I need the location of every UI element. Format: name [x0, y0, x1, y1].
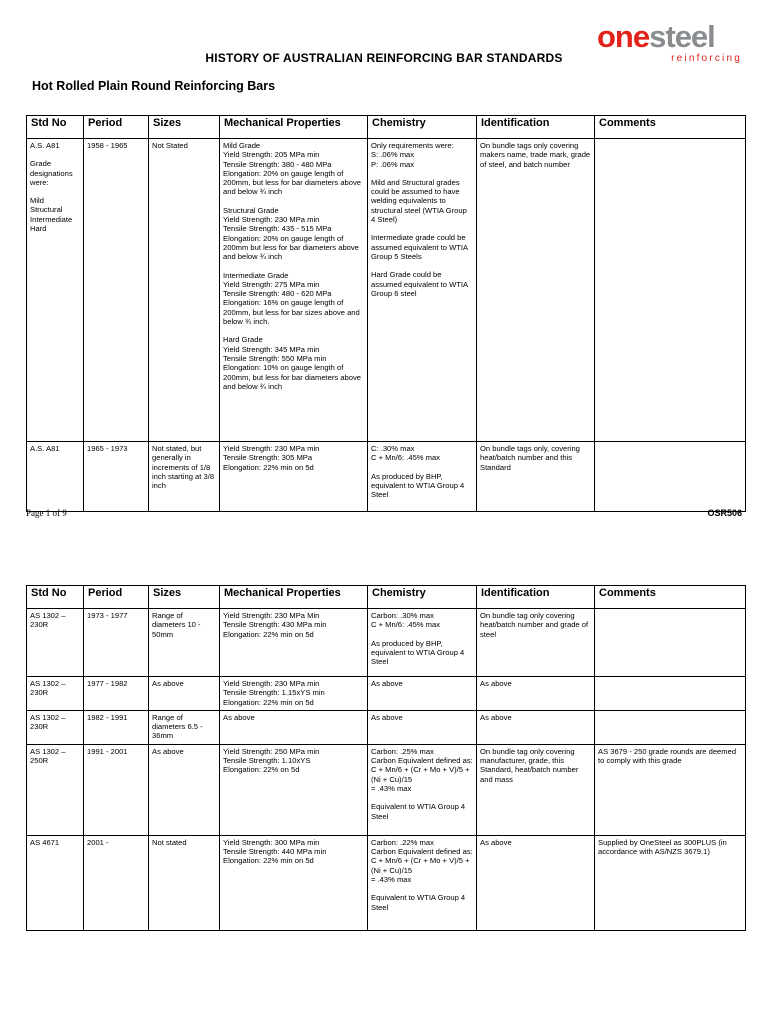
cell-text: Tensile Strength: 435 - 515 MPa: [223, 224, 332, 234]
cell-text: = .43% max: [371, 783, 412, 793]
cell-text: [598, 713, 742, 722]
column-header-mechanical-properties: Mechanical Properties: [220, 586, 368, 609]
cell-text: [598, 444, 742, 453]
cell-period: [84, 609, 149, 677]
cell-text: Tensile Strength: 440 MPa min: [223, 847, 327, 857]
cell-text: C + Mn/6: .45% max: [371, 620, 441, 630]
cell-text: Tensile Strength: 430 MPa min: [223, 620, 327, 630]
cell-period: [84, 677, 149, 711]
cell-text: 2001 -: [87, 837, 109, 847]
cell-identification: [477, 677, 595, 711]
cell-comments: [595, 442, 746, 512]
cell-text: S: .06% max: [371, 150, 415, 160]
table-row: [27, 744, 746, 835]
cell-chemistry: [368, 609, 477, 677]
cell-text: Hard Grade: [223, 335, 263, 345]
cell-text: Grade designations were:: [30, 159, 73, 187]
cell-text: Range of diameters 10 - 50mm: [152, 611, 201, 639]
cell-text: Carbon: .30% max: [371, 611, 434, 620]
cell-text: As above: [480, 712, 512, 722]
standards-table-1: [26, 115, 746, 512]
table-row: [27, 609, 746, 677]
cell-text: [371, 261, 473, 270]
cell-comments: [595, 609, 746, 677]
cell-text: Yield Strength: 250 MPa min: [223, 746, 320, 756]
cell-text: Elongation: 22% min on 5d: [223, 462, 314, 472]
logo-one: one: [597, 19, 650, 54]
logo-wordmark: [597, 19, 745, 54]
cell-text: [598, 679, 742, 688]
cell-text: As above: [152, 679, 184, 688]
table-header-row: [27, 586, 746, 609]
cell-text: Tensile Strength: 305 MPa: [223, 453, 313, 463]
cell-text: Elongation: 22% on 5d: [223, 765, 300, 775]
cell-text: Tensile Strength: 1.15xYS min: [223, 688, 325, 698]
table-row: [27, 710, 746, 744]
cell-text: P: .06% max: [371, 159, 415, 169]
cell-comments: [595, 744, 746, 835]
cell-text: Hard: [30, 224, 47, 234]
cell-sizes: [149, 677, 220, 711]
cell-text: As above: [480, 837, 512, 847]
cell-text: [223, 326, 364, 335]
cell-text: AS 3679 - 250 grade rounds are deemed to comply with this grade: [598, 746, 737, 766]
cell-text: AS 1302 – 230R: [30, 679, 66, 698]
column-header-sizes: Sizes: [149, 586, 220, 609]
cell-text: Yield Strength: 345 MPa min: [223, 344, 320, 354]
page-number: Page 1 of 9: [26, 508, 67, 518]
cell-text: = .43% max: [371, 874, 412, 884]
cell-text: C + Mn/6 + (Cr + Mo + V)/5 + (Ni + Cu)/15: [371, 856, 470, 875]
cell-chemistry: [368, 139, 477, 442]
cell-text: Structural: [30, 205, 63, 215]
cell-mechanical-properties: [220, 677, 368, 711]
column-header-chemistry: Chemistry: [368, 586, 477, 609]
cell-chemistry: [368, 710, 477, 744]
cell-text: [598, 141, 742, 150]
cell-text: [223, 197, 364, 206]
cell-text: Not stated, but generally in increments of 1/8 inch starting at 3/8 inch: [152, 444, 215, 491]
cell-std-no: [27, 710, 84, 744]
cell-identification: [477, 442, 595, 512]
cell-text: Tensile Strength: 380 - 480 MPa: [223, 159, 332, 169]
cell-text: Intermediate Grade: [223, 270, 289, 280]
cell-identification: [477, 139, 595, 442]
cell-text: Not stated: [152, 837, 187, 847]
cell-text: 1973 - 1977: [87, 611, 128, 620]
cell-text: [223, 262, 364, 271]
cell-text: Mild: [30, 196, 44, 206]
cell-text: [371, 463, 473, 472]
cell-text: Tensile Strength: 480 - 620 MPa: [223, 289, 332, 299]
cell-text: Elongation: 20% on gauge length of 200mm but less for bar diameters above and below ¾ inch: [223, 233, 359, 262]
cell-std-no: [27, 677, 84, 711]
cell-text: As above: [371, 679, 403, 688]
cell-mechanical-properties: [220, 442, 368, 512]
column-header-mechanical-properties: Mechanical Properties: [220, 116, 368, 139]
cell-sizes: [149, 442, 220, 512]
cell-text: On bundle tags only covering makers name, trade mark, grade of steel, and batch number: [480, 141, 591, 169]
cell-text: Elongation: 16% on gauge length of 200mm, but less for bar sizes above and below ¾ inch.: [223, 298, 360, 327]
document-title: HISTORY OF AUSTRALIAN REINFORCING BAR STANDARDS: [205, 51, 563, 65]
cell-sizes: [149, 744, 220, 835]
cell-text: [371, 793, 473, 802]
cell-text: Intermediate: [30, 214, 73, 224]
cell-text: Carbon Equivalent defined as:: [371, 847, 473, 857]
cell-text: Yield Strength: 230 MPa min: [223, 215, 320, 225]
table-row: [27, 835, 746, 930]
table-header-row: [27, 116, 746, 139]
cell-text: [371, 169, 473, 178]
cell-text: Intermediate grade could be assumed equivalent to WTIA Group 5 Steels: [371, 233, 468, 261]
cell-text: As produced by BHP, equivalent to WTIA Group 4 Steel: [371, 471, 465, 500]
cell-text: On bundle tags only, covering heat/batch number and this Standard: [480, 444, 580, 472]
cell-std-no: [27, 139, 84, 442]
cell-text: [371, 884, 473, 893]
cell-text: Equivalent to WTIA Group 4 Steel: [371, 893, 466, 912]
cell-text: Carbon: .25% max: [371, 746, 434, 756]
cell-text: 1977 - 1982: [87, 679, 128, 688]
cell-comments: [595, 677, 746, 711]
cell-comments: [595, 710, 746, 744]
cell-mechanical-properties: [220, 835, 368, 930]
cell-std-no: [27, 835, 84, 930]
cell-text: Elongation: 22% min on 5d: [223, 629, 314, 639]
logo-steel: steel: [649, 19, 715, 54]
cell-text: Elongation: 22% min on 5d: [223, 856, 314, 866]
cell-text: Not Stated: [152, 141, 188, 150]
cell-sizes: [149, 835, 220, 930]
column-header-period: Period: [84, 586, 149, 609]
cell-text: Supplied by OneSteel as 300PLUS (in accordance with AS/NZS 3679.1): [598, 837, 727, 857]
cell-text: AS 1302 – 230R: [30, 611, 66, 630]
column-header-sizes: Sizes: [149, 116, 220, 139]
cell-text: [371, 630, 473, 639]
cell-text: [30, 150, 80, 159]
column-header-std-no: Std No: [27, 116, 84, 139]
cell-text: Equivalent to WTIA Group 4 Steel: [371, 802, 466, 821]
cell-text: A.S. A81: [30, 444, 60, 453]
cell-std-no: [27, 609, 84, 677]
cell-sizes: [149, 710, 220, 744]
cell-chemistry: [368, 744, 477, 835]
cell-text: As produced by BHP, equivalent to WTIA Group 4 Steel: [371, 638, 465, 667]
cell-text: Elongation: 20% on gauge length of 200mm, but less for bar diameters above and below ¾ inch: [223, 168, 362, 197]
cell-text: Tensile Strength: 1.10xYS: [223, 756, 311, 766]
cell-mechanical-properties: [220, 609, 368, 677]
column-header-identification: Identification: [477, 116, 595, 139]
column-header-comments: Comments: [595, 116, 746, 139]
cell-text: As above: [371, 712, 403, 722]
cell-std-no: [27, 744, 84, 835]
cell-text: AS 1302 – 230R: [30, 712, 66, 732]
cell-identification: [477, 710, 595, 744]
cell-mechanical-properties: [220, 139, 368, 442]
cell-text: As above: [152, 746, 184, 756]
cell-text: [371, 224, 473, 233]
cell-sizes: [149, 609, 220, 677]
cell-text: C + Mn/6: .45% max: [371, 453, 441, 463]
cell-text: C + Mn/6 + (Cr + Mo + V)/5 + (Ni + Cu)/15: [371, 765, 470, 784]
column-header-chemistry: Chemistry: [368, 116, 477, 139]
cell-text: [30, 187, 80, 196]
document-code: OSR506: [707, 508, 742, 518]
cell-text: Yield Strength: 275 MPa min: [223, 279, 320, 289]
cell-text: C: .30% max: [371, 444, 415, 453]
table-row: [27, 442, 746, 512]
cell-chemistry: [368, 442, 477, 512]
logo-subtitle: reinforcing: [671, 53, 742, 64]
cell-identification: [477, 835, 595, 930]
cell-text: 1965 - 1973: [87, 444, 128, 453]
standards-table-2: [26, 585, 746, 931]
cell-text: AS 4671: [30, 837, 60, 847]
cell-mechanical-properties: [220, 744, 368, 835]
cell-text: A.S. A81: [30, 141, 60, 150]
column-header-std-no: Std No: [27, 586, 84, 609]
cell-period: [84, 710, 149, 744]
cell-period: [84, 835, 149, 930]
column-header-period: Period: [84, 116, 149, 139]
cell-identification: [477, 744, 595, 835]
table-row: [27, 139, 746, 442]
cell-text: Mild Grade: [223, 141, 261, 150]
cell-text: AS 1302 – 250R: [30, 746, 66, 766]
table-row: [27, 677, 746, 711]
cell-sizes: [149, 139, 220, 442]
cell-text: [598, 611, 742, 620]
cell-comments: [595, 835, 746, 930]
cell-text: As above: [223, 712, 255, 722]
cell-comments: [595, 139, 746, 442]
column-header-comments: Comments: [595, 586, 746, 609]
cell-text: Hard Grade could be assumed equivalent to WTIA Group 6 steel: [371, 270, 468, 298]
cell-text: On bundle tag only covering heat/batch number and grade of steel: [480, 611, 589, 639]
cell-text: Carbon: .22% max: [371, 837, 434, 847]
cell-mechanical-properties: [220, 710, 368, 744]
section-title: Hot Rolled Plain Round Reinforcing Bars: [32, 79, 276, 93]
cell-std-no: [27, 442, 84, 512]
cell-text: On bundle tag only covering manufacturer, grade, this Standard, heat/batch number and mass: [480, 746, 579, 784]
cell-text: As above: [480, 679, 512, 688]
cell-period: [84, 139, 149, 442]
cell-text: Structural Grade: [223, 205, 279, 215]
cell-chemistry: [368, 677, 477, 711]
cell-text: Mild and Structural grades could be assumed to have welding equivalents to structural steel (WTIA Group 4 Steel): [371, 177, 467, 225]
cell-text: Elongation: 10% on gauge length of 200mm, but less for bar diameters above and below ¾ inch: [223, 363, 362, 391]
cell-period: [84, 744, 149, 835]
cell-text: Yield Strength: 205 MPa min: [223, 150, 320, 160]
cell-text: Yield Strength: 300 MPa min: [223, 837, 320, 847]
cell-text: 1991 - 2001: [87, 746, 128, 756]
cell-chemistry: [368, 835, 477, 930]
cell-text: Elongation: 22% min on 5d: [223, 697, 314, 707]
cell-text: 1958 - 1965: [87, 141, 128, 150]
cell-text: Carbon Equivalent defined as:: [371, 756, 473, 766]
cell-text: Range of diameters 6.5 - 36mm: [152, 712, 203, 741]
cell-text: Only requirements were:: [371, 141, 454, 150]
column-header-identification: Identification: [477, 586, 595, 609]
cell-text: Tensile Strength: 550 MPa min: [223, 353, 327, 363]
cell-text: Yield Strength: 230 MPa min: [223, 444, 320, 453]
cell-text: Yield Strength: 230 MPa min: [223, 679, 320, 688]
cell-identification: [477, 609, 595, 677]
cell-text: 1982 - 1991: [87, 712, 128, 722]
cell-period: [84, 442, 149, 512]
cell-text: Yield Strength: 230 MPa Min: [223, 611, 320, 620]
